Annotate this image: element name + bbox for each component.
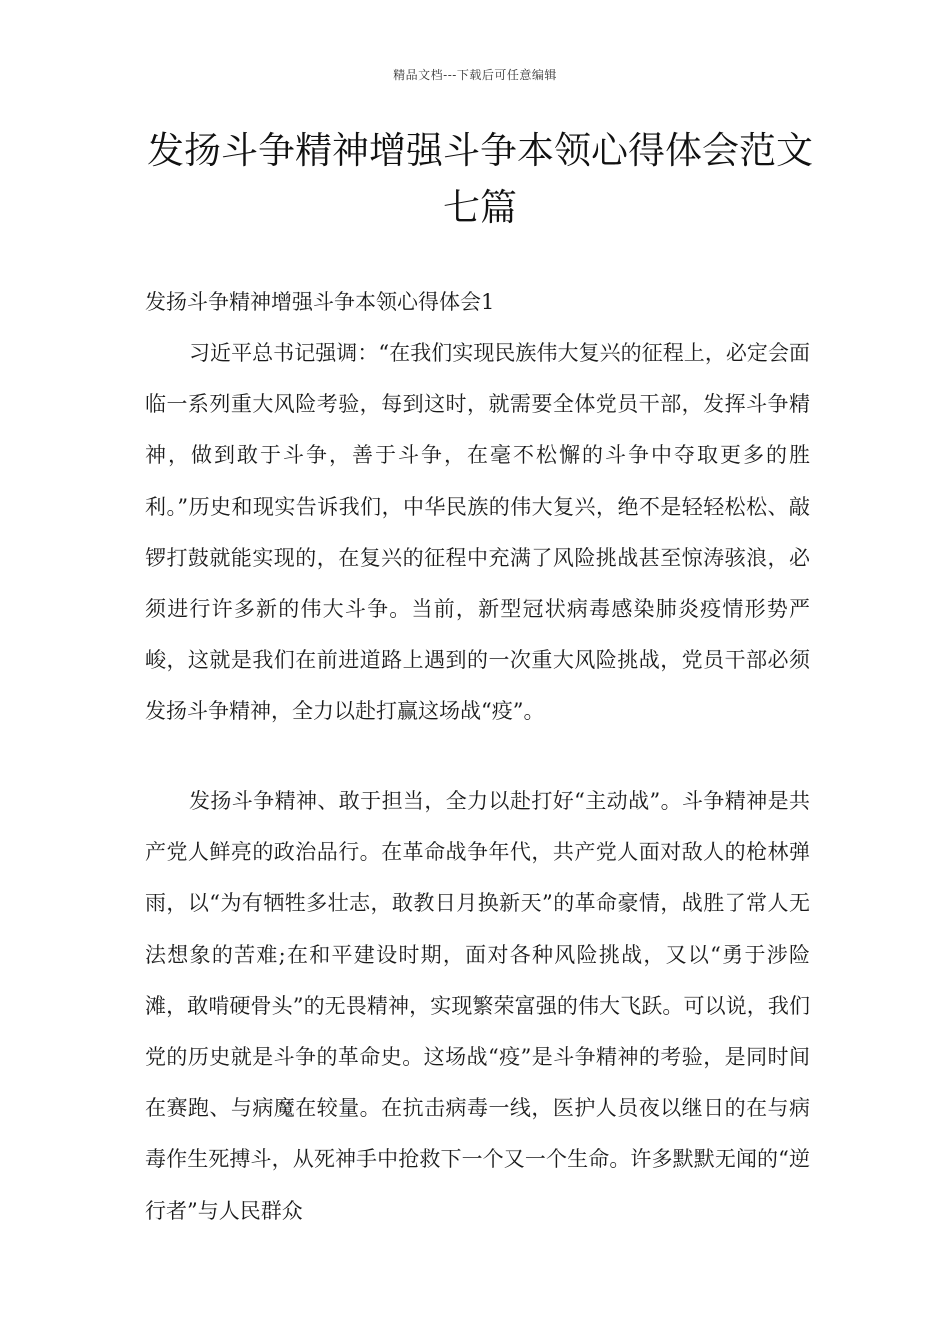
document-title: 发扬斗争精神增强斗争本领心得体会范文七篇 <box>147 129 813 229</box>
body-paragraph: 习近平总书记强调：“在我们实现民族伟大复兴的征程上，必定会面临一系列重大风险考验，每到这时，就需要全体党员干部，发挥斗争精神，做到敢于斗争，善于斗争，在毫不松懈的斗争中夺取更多的胜利。”历史和现实告诉我们，中华民族的伟大复兴，绝不是轻轻松松、敲锣打鼓就能实现的，在复兴的征程中充满了风险挑战甚至惊涛骇浪，必须进行许多新的伟大斗争。当前，新型冠状病毒感染肺炎疫情形势严峻，这就是我们在前进道路上遇到的一次重大风险挑战，党员干部必须发扬斗争精神，全力以赴打赢这场战“疫”。 <box>145 341 810 724</box>
section-heading: 发扬斗争精神增强斗争本领心得体会1 <box>145 290 495 314</box>
header-note: 精品文档---下载后可任意编辑 <box>393 68 557 82</box>
body-paragraph: 发扬斗争精神、敢于担当，全力以赴打好“主动战”。斗争精神是共产党人鲜亮的政治品行。在革命战争年代，共产党人面对敌人的枪林弹雨，以“为有牺牲多壮志，敢教日月换新天”的革命豪情，战胜了常人无法想象的苦难;在和平建设时期，面对各种风险挑战，又以“勇于涉险滩，敢啃硬骨头”的无畏精神，实现繁荣富强的伟大飞跃。可以说，我们党的历史就是斗争的革命史。这场战“疫”是斗争精神的考验，是同时间在赛跑、与病魔在较量。在抗击病毒一线，医护人员夜以继日的在与病毒作生死搏斗，从死神手中抢救下一个又一个生命。许多默默无闻的“逆行者”与人民群众 <box>145 789 810 1223</box>
